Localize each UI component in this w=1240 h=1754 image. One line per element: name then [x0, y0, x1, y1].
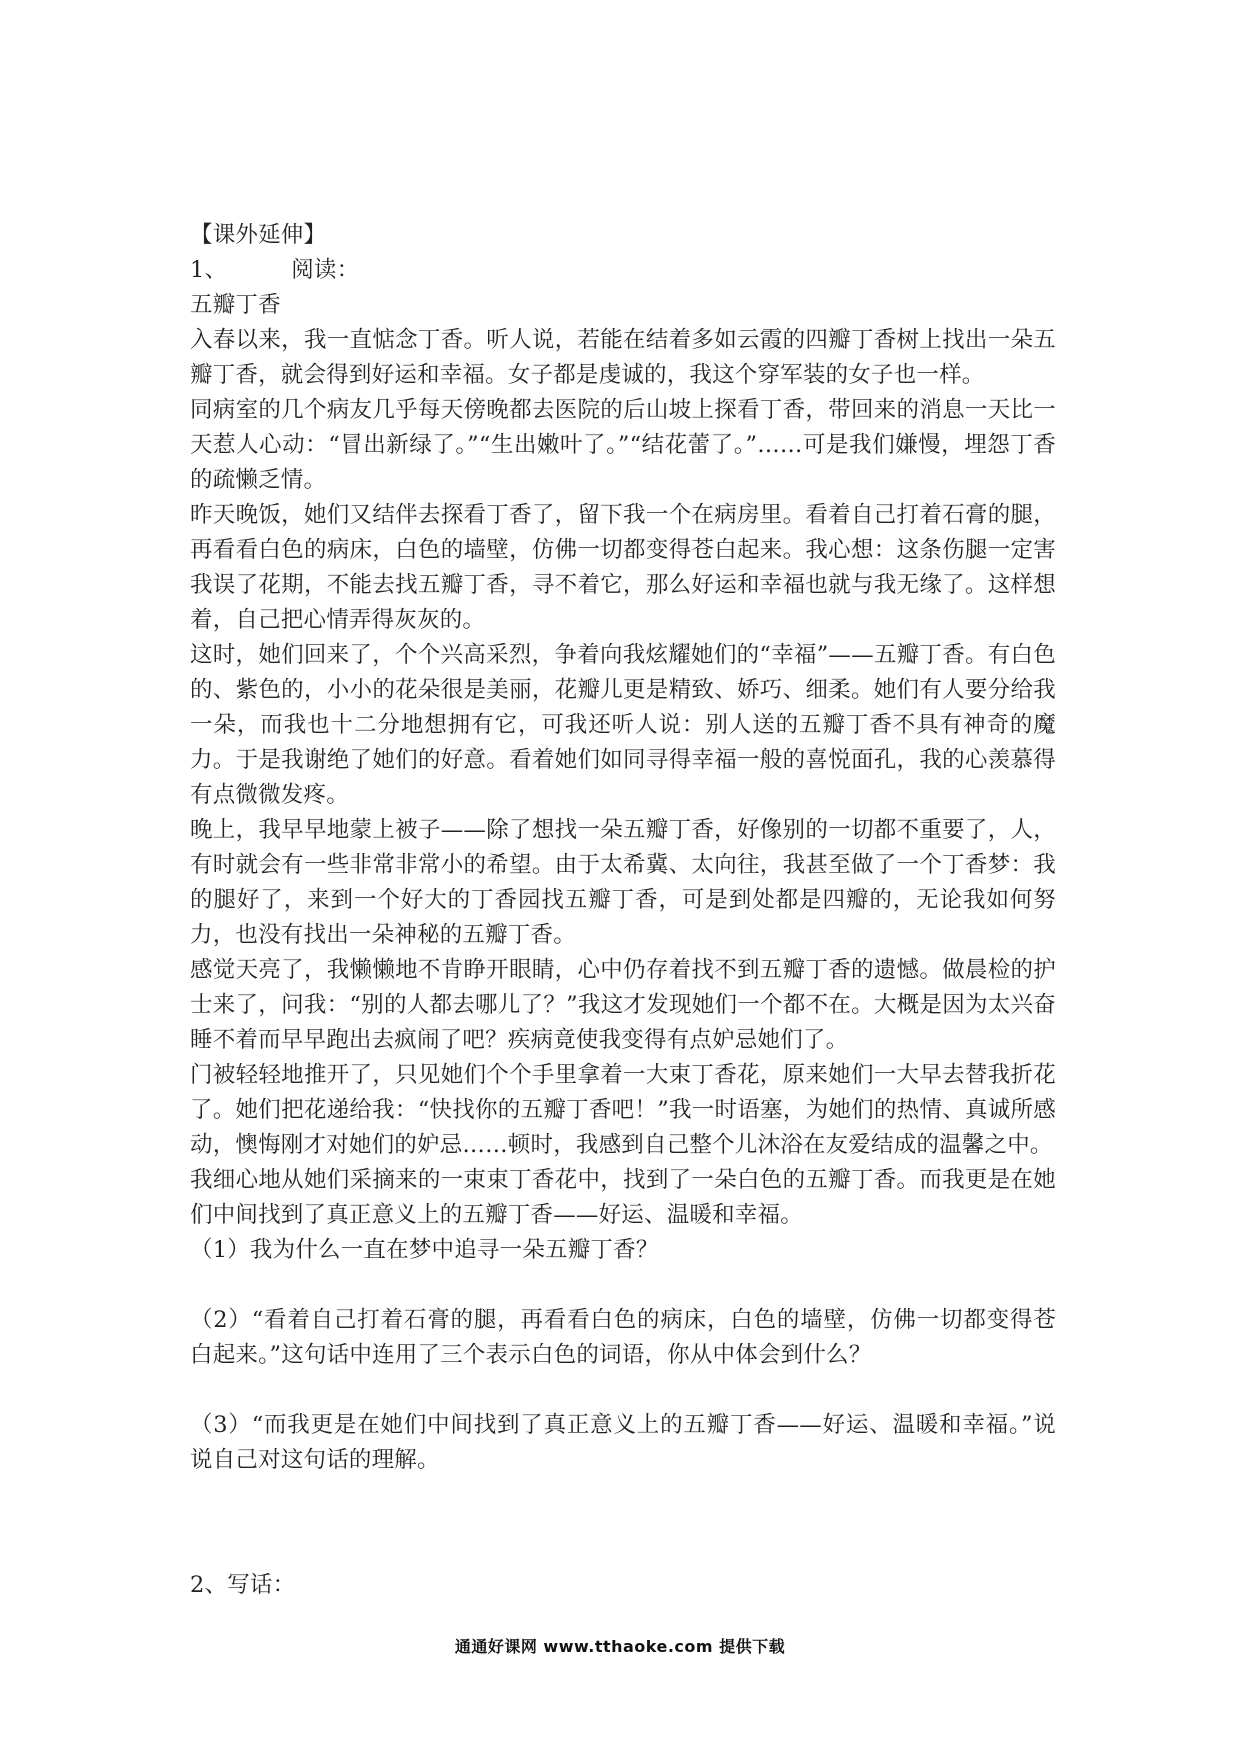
item-1-label: 阅读： [291, 257, 360, 283]
answer-space-3 [190, 1478, 1056, 1568]
story-paragraph-2: 同病室的几个病友几乎每天傍晚都去医院的后山坡上探看丁香，带回来的消息一天比一天惹人心动：“冒出新绿了。”“生出嫩叶了。”“结花蕾了。”……可是我们嫌慢，埋怨丁香的疏懒乏情。 [190, 397, 1056, 493]
story-paragraph-7: 门被轻轻地推开了，只见她们个个手里拿着一大束丁香花，原来她们一大早去替我折花了。她们把花递给我：“快找你的五瓣丁香吧！”我一时语塞，为她们的热情、真诚所感动，懊悔刚才对她们的妒忌……顿时，我感到自己整个儿沐浴在友爱结成的温馨之中。 [190, 1062, 1056, 1158]
answer-space-1 [190, 1268, 1056, 1303]
story-paragraph-8: 我细心地从她们采摘来的一束束丁香花中，找到了一朵白色的五瓣丁香。而我更是在她们中间找到了真正意义上的五瓣丁香——好运、温暖和幸福。 [190, 1167, 1056, 1228]
question-2: （2）“看着自己打着石膏的腿，再看看白色的病床，白色的墙壁，仿佛一切都变得苍白起来。”这句话中连用了三个表示白色的词语，你从中体会到什么？ [190, 1307, 1056, 1368]
item-1-heading [190, 253, 1056, 288]
footer-credit: 通通好课网 www.tthaoke.com 提供下载 [454, 1637, 786, 1656]
question-3: （3）“而我更是在她们中间找到了真正意义上的五瓣丁香——好运、温暖和幸福。”说说自己对这句话的理解。 [190, 1412, 1056, 1473]
section-title: 【课外延伸】 [190, 222, 327, 248]
item-1-number: 1、 [190, 257, 228, 283]
question-1: （1）我为什么一直在梦中追寻一朵五瓣丁香？ [190, 1237, 659, 1263]
item-2-heading: 2、写话： [190, 1572, 296, 1598]
story-paragraph-4: 这时，她们回来了，个个兴高采烈，争着向我炫耀她们的“幸福”——五瓣丁香。有白色的、紫色的，小小的花朵很是美丽，花瓣儿更是精致、娇巧、细柔。她们有人要分给我一朵，而我也十二分地想拥有它，可我还听人说：别人送的五瓣丁香不具有神奇的魔力。于是我谢绝了她们的好意。看着她们如同寻得幸福一般的喜悦面孔，我的心羡慕得有点微微发疼。 [190, 642, 1056, 808]
story-paragraph-1: 入春以来，我一直惦念丁香。听人说，若能在结着多如云霞的四瓣丁香树上找出一朵五瓣丁香，就会得到好运和幸福。女子都是虔诚的，我这个穿军装的女子也一样。 [190, 327, 1056, 388]
worksheet-content [190, 218, 1056, 1603]
answer-space-2 [190, 1373, 1056, 1408]
story-title: 五瓣丁香 [190, 292, 281, 318]
story-paragraph-5: 晚上，我早早地蒙上被子——除了想找一朵五瓣丁香，好像别的一切都不重要了，人，有时就会有一些非常非常小的希望。由于太希冀、太向往，我甚至做了一个丁香梦：我的腿好了，来到一个好大的丁香园找五瓣丁香，可是到处都是四瓣的，无论我如何努力，也没有找出一朵神秘的五瓣丁香。 [190, 817, 1056, 948]
story-paragraph-3: 昨天晚饭，她们又结伴去探看丁香了，留下我一个在病房里。看着自己打着石膏的腿，再看看白色的病床，白色的墙壁，仿佛一切都变得苍白起来。我心想：这条伤腿一定害我误了花期，不能去找五瓣丁香，寻不着它，那么好运和幸福也就与我无缘了。这样想着，自己把心情弄得灰灰的。 [190, 502, 1056, 633]
story-paragraph-6: 感觉天亮了，我懒懒地不肯睁开眼睛，心中仍存着找不到五瓣丁香的遗憾。做晨检的护士来了，问我：“别的人都去哪儿了？”我这才发现她们一个都不在。大概是因为太兴奋睡不着而早早跑出去疯闹了吧？疾病竟使我变得有点妒忌她们了。 [190, 957, 1056, 1053]
